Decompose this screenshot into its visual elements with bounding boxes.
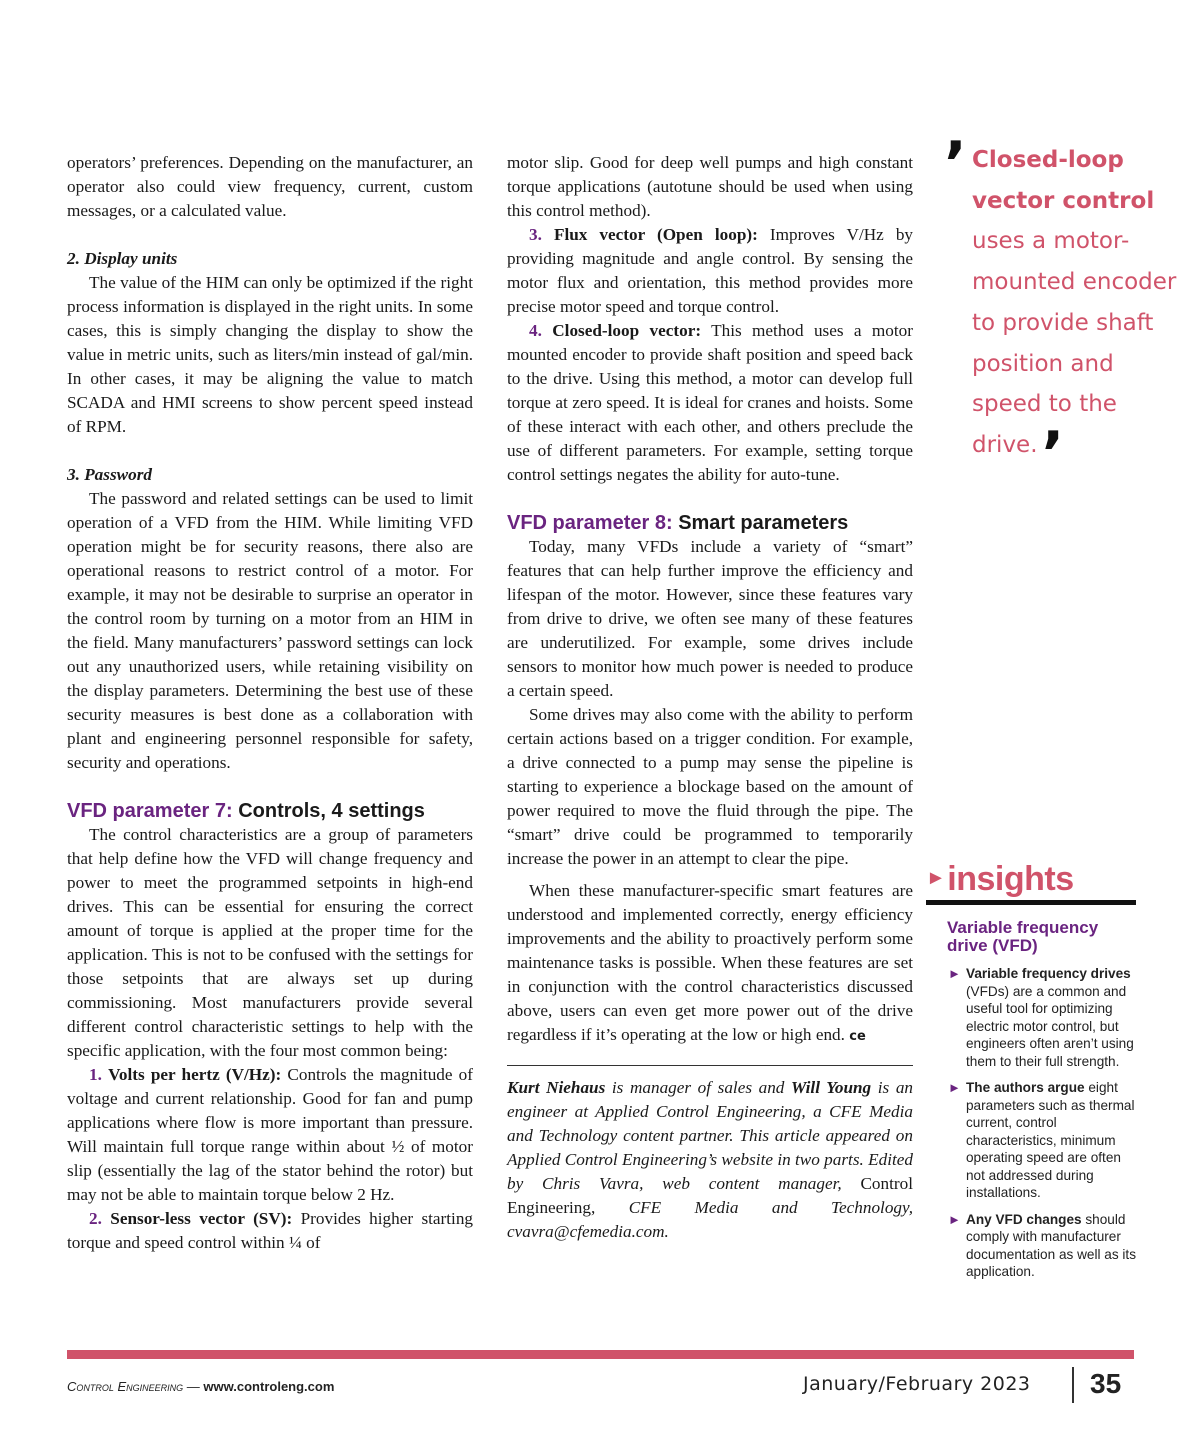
insights-box [926, 858, 1136, 1290]
list-item: ► Any VFD changes should comply with manufacturer documentation as well as its application. [948, 1211, 1137, 1279]
author-bio: Kurt Niehaus is manager of sales and Will Young is an engineer at Applied Control Engineering, a CFE Media and Technology content partner. This article appeared on Applied Control Engineering’s website in two parts. Edited by Chris Vavra, web content manager, Control Engineering, CFE Media and Technology, cvavra@cfemedia.com. [507, 1078, 914, 1241]
section-heading-parameter-7: VFD parameter 7: Controls, 4 settings [67, 800, 425, 822]
footer-divider [1072, 1367, 1074, 1403]
article-column-1 [67, 151, 473, 1255]
insights-title: ►insights [926, 860, 1074, 898]
insights-list [926, 965, 1136, 1281]
end-mark: ce [849, 1029, 866, 1044]
subheading-password: 3. Password [67, 465, 152, 484]
subheading-display-units: 2. Display units [67, 249, 178, 268]
article-column-2 [507, 151, 913, 1244]
arrow-bullet-icon: ► [948, 1211, 961, 1227]
paragraph: motor slip. Good for deep well pumps and high constant torque applications (autotune should be used when using this control method). [507, 153, 913, 220]
paragraph: The value of the HIM can only be optimized if the right process information is displayed in the right units. In some cases, this is simply changing the display to show the value in metric units, such as liters/min instead of gal/min. In other cases, it may be aligning the value to match SCADA and HMI screens to show percent speed instead of RPM. [67, 273, 473, 436]
footer-bar [67, 1350, 1134, 1359]
arrow-bullet-icon: ► [948, 1080, 961, 1095]
footer-date: January/February 2023 [803, 1373, 1031, 1395]
paragraph: When these manufacturer-specific smart features are understood and implemented correctly, energy efficiency improvements and the ability to proactively perform some maintenance tasks is possible. When these features are set in conjunction with the control characteristics discussed above, users can even get more power out of the drive regardless if it’s operating at the low or high end. ce [507, 881, 913, 1044]
paragraph: The control characteristics are a group of parameters that help define how the VFD will change frequency and power to meet the programmed setpoints in high-end drives. This can be essential for ensuring the correct amount of torque is applied at the proper time for the application. This is not to be confused with the settings for those setpoints that are always set up during commissioning. Most manufacturers provide several different control characteristic settings to help with the specific application, with the four most common being: [67, 825, 473, 1060]
list-item: 4. Closed-loop vector: This method uses a motor mounted encoder to provide shaft position and speed back to the drive. Using this method, a motor can develop full torque at zero speed. It is ideal for cranes and hoists. Some of these interact with each other, and others preclude the use of different parameters. For example, setting torque control settings negates the ability for auto-tune. [507, 321, 913, 484]
list-item: 2. Sensor-less vector (SV): Provides higher starting torque and speed control within ¼ of [67, 1209, 474, 1252]
insights-subtitle: Variable frequency drive (VFD) [947, 918, 1099, 955]
arrow-bullet-icon: ► [948, 966, 961, 981]
page-number: 35 [1090, 1368, 1122, 1399]
footer-publication: Control Engineering — www.controleng.com [67, 1379, 335, 1394]
list-item: ► Variable frequency drives (VFDs) are a common and useful tool for optimizing electric motor control, but engineers often aren’t using them to their full strength. [948, 966, 1134, 1069]
paragraph: Today, many VFDs include a variety of “smart” features that can help further improve the efficiency and lifespan of the motor. However, since these features vary from drive to drive, we often see many of these features are underutilized. For example, some drives include sensors to monitor how much power is needed to produce a certain speed. [507, 537, 913, 700]
paragraph: Some drives may also come with the ability to perform certain actions based on a trigger condition. For example, a drive connected to a pump may sense the pipeline is starting to experience a blockage based on the amount of power required to move the fluid through the pipe. The “smart” drive could be programmed to temporarily increase the power in an attempt to clear the pipe. [507, 705, 913, 868]
pull-quote-text: uses a motor-mounted encoder to provide shaft position and speed to the drive. [972, 228, 1177, 458]
insights-rule [926, 900, 1136, 905]
pull-quote-bold: Closed-loop vector control [972, 147, 1155, 214]
pull-quote [944, 129, 1184, 489]
list-item: 3. Flux vector (Open loop): Improves V/Hz by providing magnitude and angle control. By sensing the motor flux and orientation, this method provides more precise motor speed and torque control. [507, 225, 914, 316]
close-quote-mark: ’ [1041, 418, 1065, 489]
paragraph: operators’ preferences. Depending on the manufacturer, an operator also could view frequency, current, custom messages, or a calculated value. [67, 153, 473, 220]
paragraph: The password and related settings can be used to limit operation of a VFD from the HIM. While limiting VFD operation might be for security reasons, there also are operational reasons to restrict control of a motor. For example, it may not be desirable to surprise an operator in the control room by turning on a motor from an HIM in the field. Many manufacturers’ password settings can lock out any unauthorized users, while retaining visibility on the display parameters. Determining the best use of these security measures is best done as a collaboration with plant and engineering personnel responsible for safety, security and operations. [67, 489, 473, 772]
divider [507, 1065, 913, 1066]
list-item: ► The authors argue eight parameters such as thermal current, control characteristics, minimum operating speed are often not addressed during installations. [948, 1080, 1135, 1200]
section-heading-parameter-8: VFD parameter 8: Smart parameters [507, 512, 849, 534]
open-quote-mark: ’ [944, 129, 967, 199]
list-item: 1. Volts per hertz (V/Hz): Controls the magnitude of voltage and current relationship. Good for fan and pump applications where flow is more important than pressure. Will maintain full torque range within about ½ of motor slip (essentially the lag of the stator behind the rotor) but may not be able to maintain torque below 2 Hz. [67, 1065, 473, 1204]
footer-url[interactable]: www.controleng.com [203, 1379, 335, 1394]
arrow-icon: ► [926, 867, 946, 889]
